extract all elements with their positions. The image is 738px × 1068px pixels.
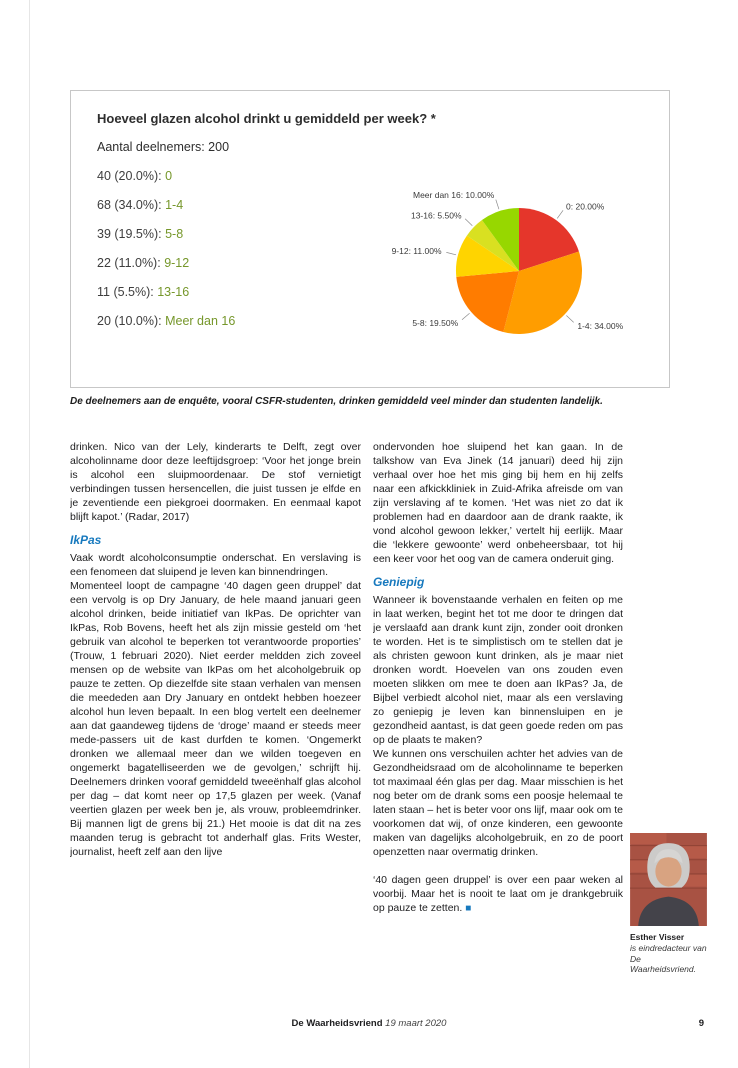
- issue-date: 19 maart 2020: [385, 1018, 447, 1029]
- survey-result-row: [97, 162, 235, 191]
- result-count: 20 (10.0%):: [97, 314, 162, 328]
- result-label: Meer dan 16: [165, 314, 236, 328]
- author-role: is eindredacteur van De Waarheidsvriend.: [630, 943, 707, 974]
- pie-label-leader: [557, 210, 563, 218]
- author-name: Esther Visser: [630, 932, 685, 942]
- author-block: [630, 833, 707, 975]
- pie-label-leader: [462, 313, 470, 320]
- paragraph: Wanneer ik bovenstaande verhalen en feiten op me in laat werken, begint het tot me door te dringen dat je verslaafd aan drank kunt zijn, zonder ooit dronken te worden. Het is te simplistisch om te stellen dat je als christen gewoon kunt drinken, als je maar niet dronken wordt. Hoevelen van ons zouden even moeten slikken om mee te doen aan IkPas? Ja, de Bijbel verbiedt alcohol niet, maar als een verslaving zo geniepig je leven kan binnensluipen en je gezondheid aantast, is dat geen goede reden om pas op de plaats te maken?: [373, 594, 623, 746]
- result-count: 68 (34.0%):: [97, 198, 162, 212]
- section-heading-geniepig: Geniepig: [373, 575, 425, 589]
- footer-title-date: [0, 1018, 738, 1029]
- pie-label-5-8: 5-8: 19.50%: [412, 317, 459, 328]
- paragraph: drinken. Nico van der Lely, kinderarts te Delft, zegt over alcoholinname door deze leeftijdsgroep: ‘Voor het jonge brein is alcohol een sluipmoordenaar. De stof vernietigt verbindingen tussen hersencellen, die juist tussen je elfde en je zeventiende een piekgroei doormaken. En eenmaal kapot blijft kapot.’ (Radar, 2017): [70, 441, 361, 523]
- pie-label-leader: [446, 252, 456, 254]
- closing-text: ‘40 dagen geen druppel’ is over een paar weken al voorbij. Maar het is nooit te laat om je drankgebruik op pauze te zetten.: [373, 874, 623, 914]
- result-label: 13-16: [157, 285, 190, 299]
- pie-label-Meer dan 16: Meer dan 16: 10.00%: [412, 189, 495, 200]
- page-edge-line: [29, 0, 30, 1068]
- chart-caption: De deelnemers aan de enquête, vooral CSFR-studenten, drinken gemiddeld veel minder dan studenten landelijk.: [70, 396, 603, 407]
- pie-label-9-12: 9-12: 11.00%: [391, 246, 442, 257]
- author-photo: [630, 833, 707, 926]
- article-column-left: [70, 440, 361, 1020]
- survey-results-list: [97, 162, 235, 336]
- paragraph: Vaak wordt alcoholconsumptie onderschat. En verslaving is een fenomeen dat sluipend je leven kan binnendringen.: [70, 552, 361, 578]
- pie-label-leader: [465, 219, 472, 226]
- pie-label-leader: [566, 316, 573, 323]
- closing-paragraph: [373, 873, 623, 916]
- result-label: 5-8: [165, 227, 184, 241]
- survey-question: Hoeveel glazen alcohol drinkt u gemiddeld per week? *: [97, 111, 436, 126]
- paragraph: We kunnen ons verschuilen achter het advies van de Gezondheidsraad om de alcoholinname te beperken tot maximaal één glas per dag. Maar misschien is het nog beter om de drank soms een poosje helemaal te laten staan – het is beter voor ons lijf, maar ook om te voorkomen dat wij, of onze kinderen, een gewoonte maken van dagelijks alcoholgebruik, en zo de poort openzetten naar overmatig drinken.: [373, 748, 623, 858]
- pie-label-1-4: 1-4: 34.00%: [577, 320, 624, 331]
- section-heading-ikpas: IkPas: [70, 533, 102, 547]
- survey-result-row: [97, 249, 235, 278]
- result-label: 1-4: [165, 198, 184, 212]
- result-label: 9-12: [164, 256, 190, 270]
- pie-label-13-16: 13-16: 5.50%: [410, 210, 462, 221]
- end-square-icon: ■: [465, 903, 472, 914]
- survey-result-row: [97, 191, 235, 220]
- article-column-right: [373, 440, 623, 1020]
- result-count: 39 (19.5%):: [97, 227, 162, 241]
- page-footer: [0, 1018, 738, 1038]
- paragraph: ondervonden hoe sluipend het kan gaan. In de talkshow van Eva Jinek (14 januari) deed hij zijn verhaal over hoe het mis ging bij hem en hij zelfs naar een afkickkliniek in Zuid-Afrika afreisde om van zijn verslaving af te komen. ‘Het was niet zo dat ik problemen had en daardoor aan de drank raakte, ik vond alcohol gewoon lekker,’ vertelt hij eerlijk. Maar die ‘lekkere gewoonte’ werd onbeheersbaar, tot hij een keer voor het oog van de camera onderuit ging.: [373, 441, 623, 565]
- survey-result-row: [97, 307, 235, 336]
- pie-label-0: 0: 20.00%: [566, 201, 605, 212]
- result-count: 11 (5.5%):: [97, 285, 154, 299]
- magazine-name: De Waarheidsvriend: [291, 1018, 383, 1029]
- result-count: 22 (11.0%):: [97, 256, 161, 270]
- result-label: 0: [165, 169, 173, 183]
- survey-participants: Aantal deelnemers: 200: [97, 140, 230, 154]
- paragraph: Momenteel loopt de campagne ‘40 dagen geen druppel’ dat een vervolg is op Dry January, de hele maand januari geen alcohol drinken, beide initiatief van IkPas. De oprichter van IkPas, Rob Bovens, heeft het als zijn missie gesteld om ‘het gebruik van alcohol te beperken tot verantwoorde proporties’ (Trouw, 1 februari 2020). Niet eerder meldden zich zoveel mensen op de website van IkPas om het alcoholgebruik op pauze te zetten. Op diezelfde site staan verhalen van mensen die meededen aan Dry January en ontdekt hebben hoezeer alcohol hun leven bepaalt. In een blog vertelt een deelnemer aan dat gaandeweg tijdens de ‘droge’ maand er steeds meer mede-passers uit de kast durfden te komen. ‘Ongemerkt dronken we allemaal meer dan we wilden toegeven en ongemerkt bagatelliseerden we de gevolgen,’ schrijft hij. Deelnemers drinken vooraf gemiddeld tweeënhalf glas alcohol per dag – dat komt neer op 17,5 glazen per week. (Vanaf veertien glazen per week ben je, als vrouw, probleemdrinker. Bij mannen ligt de grens bij 21.) Het mooie is dat dit na zes maanden terug is gebracht tot anderhalf glas. Frits Wester, journalist, heeft zelf aan den lijve: [70, 580, 361, 858]
- survey-results-panel: [70, 90, 670, 388]
- result-count: 40 (20.0%):: [97, 169, 162, 183]
- page-number: 9: [698, 1018, 704, 1029]
- pie-chart: [359, 175, 659, 380]
- survey-result-row: [97, 220, 235, 249]
- survey-result-row: [97, 278, 235, 307]
- pie-label-leader: [496, 200, 499, 210]
